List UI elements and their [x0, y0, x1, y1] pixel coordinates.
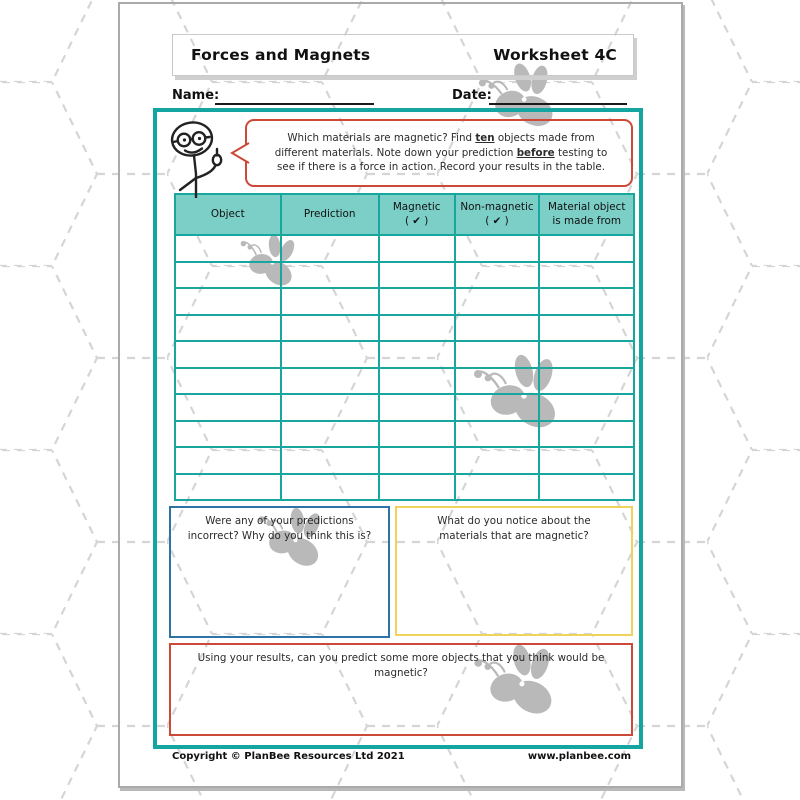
column-header-prediction: Prediction: [281, 194, 379, 235]
table-row: [175, 262, 634, 289]
table-cell[interactable]: [175, 262, 281, 289]
table-cell[interactable]: [455, 288, 540, 315]
table-cell[interactable]: [175, 394, 281, 421]
table-cell[interactable]: [455, 341, 540, 368]
worksheet-header-box: [172, 34, 634, 76]
table-cell[interactable]: [379, 288, 455, 315]
table-row: [175, 235, 634, 262]
table-cell[interactable]: [281, 394, 379, 421]
speech-bubble-tail: [230, 141, 250, 165]
table-row: [175, 447, 634, 474]
table-cell[interactable]: [539, 262, 634, 289]
table-cell[interactable]: [175, 368, 281, 395]
worksheet-number: Worksheet 4C: [493, 46, 617, 64]
worksheet-page: [118, 2, 683, 788]
table-cell[interactable]: [539, 288, 634, 315]
table-cell[interactable]: [539, 421, 634, 448]
table-row: [175, 394, 634, 421]
table-cell[interactable]: [539, 394, 634, 421]
question-box-predict-more[interactable]: [169, 643, 633, 736]
table-row: [175, 341, 634, 368]
table-cell[interactable]: [281, 288, 379, 315]
table-cell[interactable]: [281, 315, 379, 342]
teacher-stick-figure-icon: [158, 114, 234, 198]
table-cell[interactable]: [175, 235, 281, 262]
table-cell[interactable]: [379, 474, 455, 501]
instruction-bubble: [245, 119, 633, 187]
table-cell[interactable]: [175, 341, 281, 368]
table-cell[interactable]: [455, 368, 540, 395]
table-cell[interactable]: [379, 315, 455, 342]
table-cell[interactable]: [175, 447, 281, 474]
page-title: Forces and Magnets: [191, 46, 371, 64]
instruction-text: Which materials are magnetic? Find ten objects made from different materials. Note down your prediction before testing to see if there is a force in action. Record your results in the table.: [274, 132, 608, 174]
question-box-predictions[interactable]: [169, 506, 390, 638]
table-cell[interactable]: [379, 447, 455, 474]
table-cell[interactable]: [379, 235, 455, 262]
question-text: Using your results, can you predict some more objects that you think would be magnetic?: [197, 652, 605, 679]
table-cell[interactable]: [539, 368, 634, 395]
table-cell[interactable]: [175, 474, 281, 501]
question-text: What do you notice about the materials that are magnetic?: [437, 515, 591, 542]
table-row: [175, 474, 634, 501]
table-header-row: [175, 194, 634, 235]
results-table: [174, 193, 635, 501]
table-cell[interactable]: [455, 447, 540, 474]
table-cell[interactable]: [539, 474, 634, 501]
table-cell[interactable]: [379, 341, 455, 368]
name-label: Name:: [172, 88, 220, 103]
table-row: [175, 368, 634, 395]
date-input-line[interactable]: [489, 89, 627, 105]
table-cell[interactable]: [379, 368, 455, 395]
table-cell[interactable]: [379, 394, 455, 421]
table-cell[interactable]: [175, 315, 281, 342]
table-cell[interactable]: [281, 262, 379, 289]
question-text: Were any of your predictions incorrect? Why do you think this is?: [187, 515, 372, 542]
table-cell[interactable]: [455, 235, 540, 262]
table-cell[interactable]: [281, 235, 379, 262]
table-cell[interactable]: [175, 421, 281, 448]
copyright-text: Copyright © PlanBee Resources Ltd 2021: [172, 751, 405, 762]
table-cell[interactable]: [539, 341, 634, 368]
table-cell[interactable]: [281, 447, 379, 474]
name-input-line[interactable]: [215, 89, 374, 105]
table-cell[interactable]: [539, 447, 634, 474]
results-table-body: [175, 235, 634, 500]
table-cell[interactable]: [281, 368, 379, 395]
question-box-notice[interactable]: [395, 506, 633, 636]
table-row: [175, 315, 634, 342]
table-cell[interactable]: [379, 262, 455, 289]
column-header-object: Object: [175, 194, 281, 235]
table-cell[interactable]: [175, 288, 281, 315]
table-cell[interactable]: [455, 262, 540, 289]
table-cell[interactable]: [455, 315, 540, 342]
table-cell[interactable]: [539, 315, 634, 342]
column-header-magnetic: Magnetic ( ✔ ): [379, 194, 455, 235]
table-cell[interactable]: [379, 421, 455, 448]
table-cell[interactable]: [455, 394, 540, 421]
table-cell[interactable]: [539, 235, 634, 262]
table-cell[interactable]: [455, 421, 540, 448]
table-cell[interactable]: [281, 341, 379, 368]
column-header-non-magnetic: Non-magnetic ( ✔ ): [455, 194, 540, 235]
date-label: Date:: [452, 88, 492, 103]
table-cell[interactable]: [455, 474, 540, 501]
column-header-material: Material object is made from: [539, 194, 634, 235]
website-link[interactable]: www.planbee.com: [527, 751, 631, 762]
table-row: [175, 421, 634, 448]
table-row: [175, 288, 634, 315]
table-cell[interactable]: [281, 474, 379, 501]
table-cell[interactable]: [281, 421, 379, 448]
